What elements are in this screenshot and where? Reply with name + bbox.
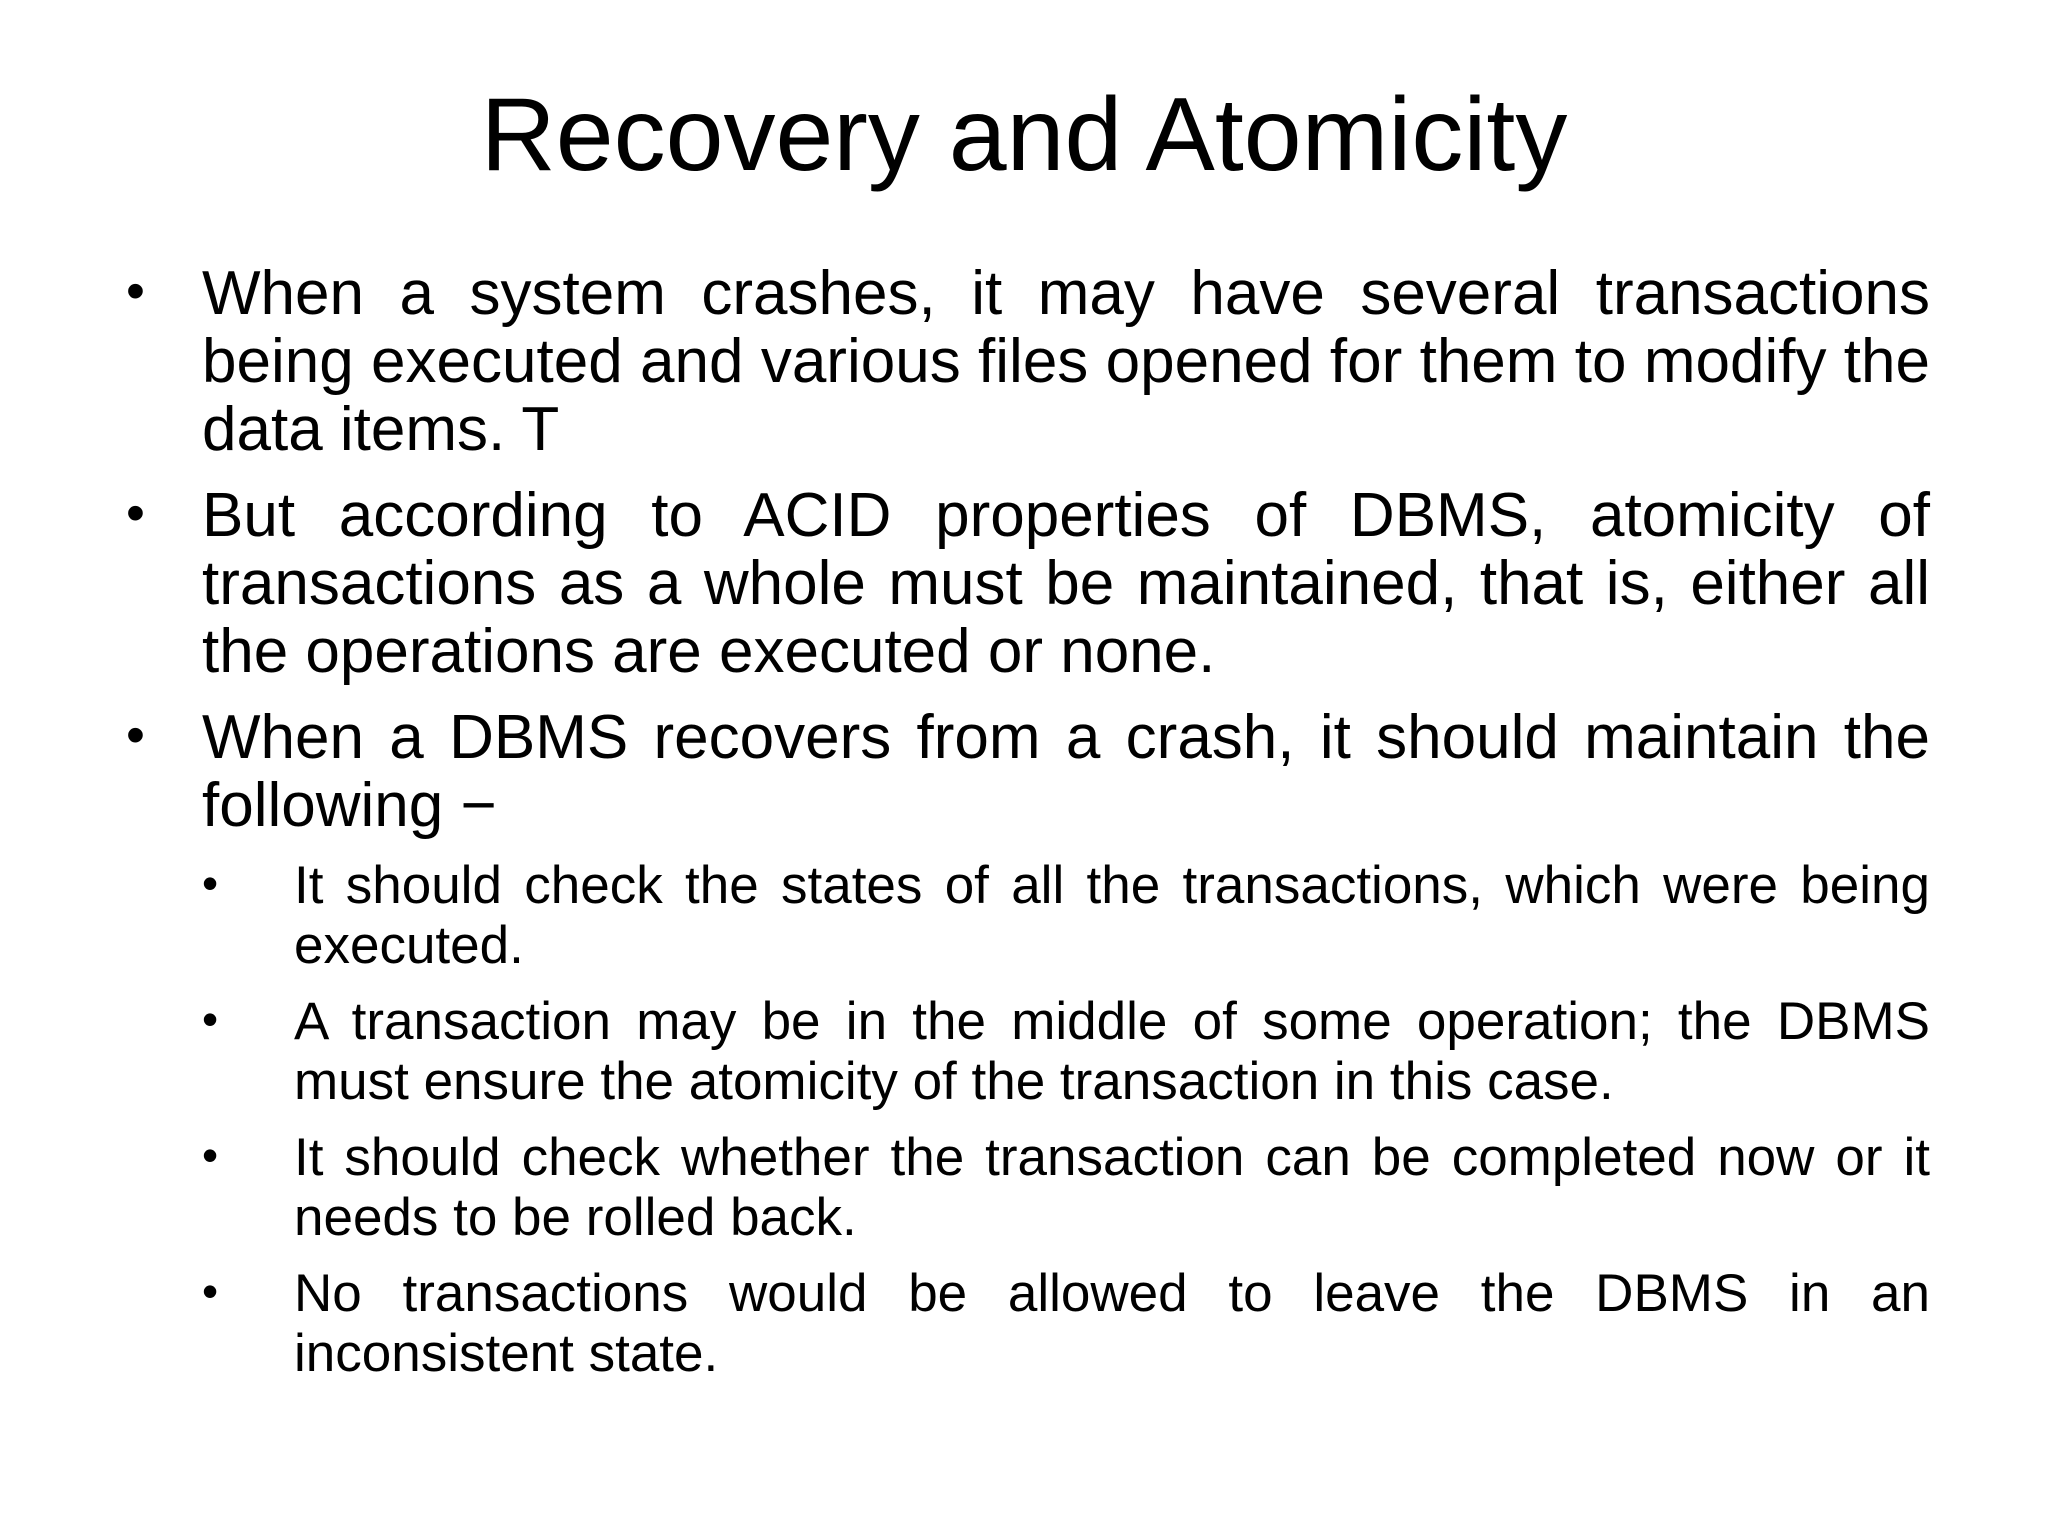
sub-bullet-text: No transactions would be allowed to leave the DBMS in an inconsistent state. [294, 1264, 1930, 1383]
bullet-icon: • [126, 483, 145, 543]
sub-bullet-point [202, 1128, 1930, 1248]
sub-bullet-icon: • [202, 857, 219, 909]
sub-bullet-text: It should check whether the transaction can be completed now or it needs to be rolled back. [294, 1128, 1930, 1247]
sub-bullet-point [202, 1264, 1930, 1384]
bullet-point [120, 482, 1930, 686]
sub-bullet-text: A transaction may be in the middle of some operation; the DBMS must ensure the atomicity of the transaction in this case. [294, 992, 1930, 1111]
sub-bullet-icon: • [202, 993, 219, 1045]
bullet-text: When a DBMS recovers from a crash, it should maintain the following − [202, 703, 1930, 840]
bullet-list [120, 260, 1930, 1384]
sub-bullet-text: It should check the states of all the transactions, which were being executed. [294, 856, 1930, 975]
bullet-point [120, 260, 1930, 464]
sub-bullet-point [202, 992, 1930, 1112]
bullet-point [120, 704, 1930, 1384]
sub-bullet-icon: • [202, 1129, 219, 1181]
bullet-icon: • [126, 261, 145, 321]
sub-bullet-point [202, 856, 1930, 976]
bullet-icon: • [126, 705, 145, 765]
sub-bullet-icon: • [202, 1265, 219, 1317]
slide-body [120, 260, 1930, 1402]
slide-title: Recovery and Atomicity [480, 77, 1568, 193]
bullet-text: But according to ACID properties of DBMS, atomicity of transactions as a whole must be maintained, that is, either all the operations are executed or none. [202, 481, 1930, 686]
bullet-text: When a system crashes, it may have several transactions being executed and various files opened for them to modify the data items. T [202, 259, 1930, 464]
sub-bullet-list [202, 856, 1930, 1384]
